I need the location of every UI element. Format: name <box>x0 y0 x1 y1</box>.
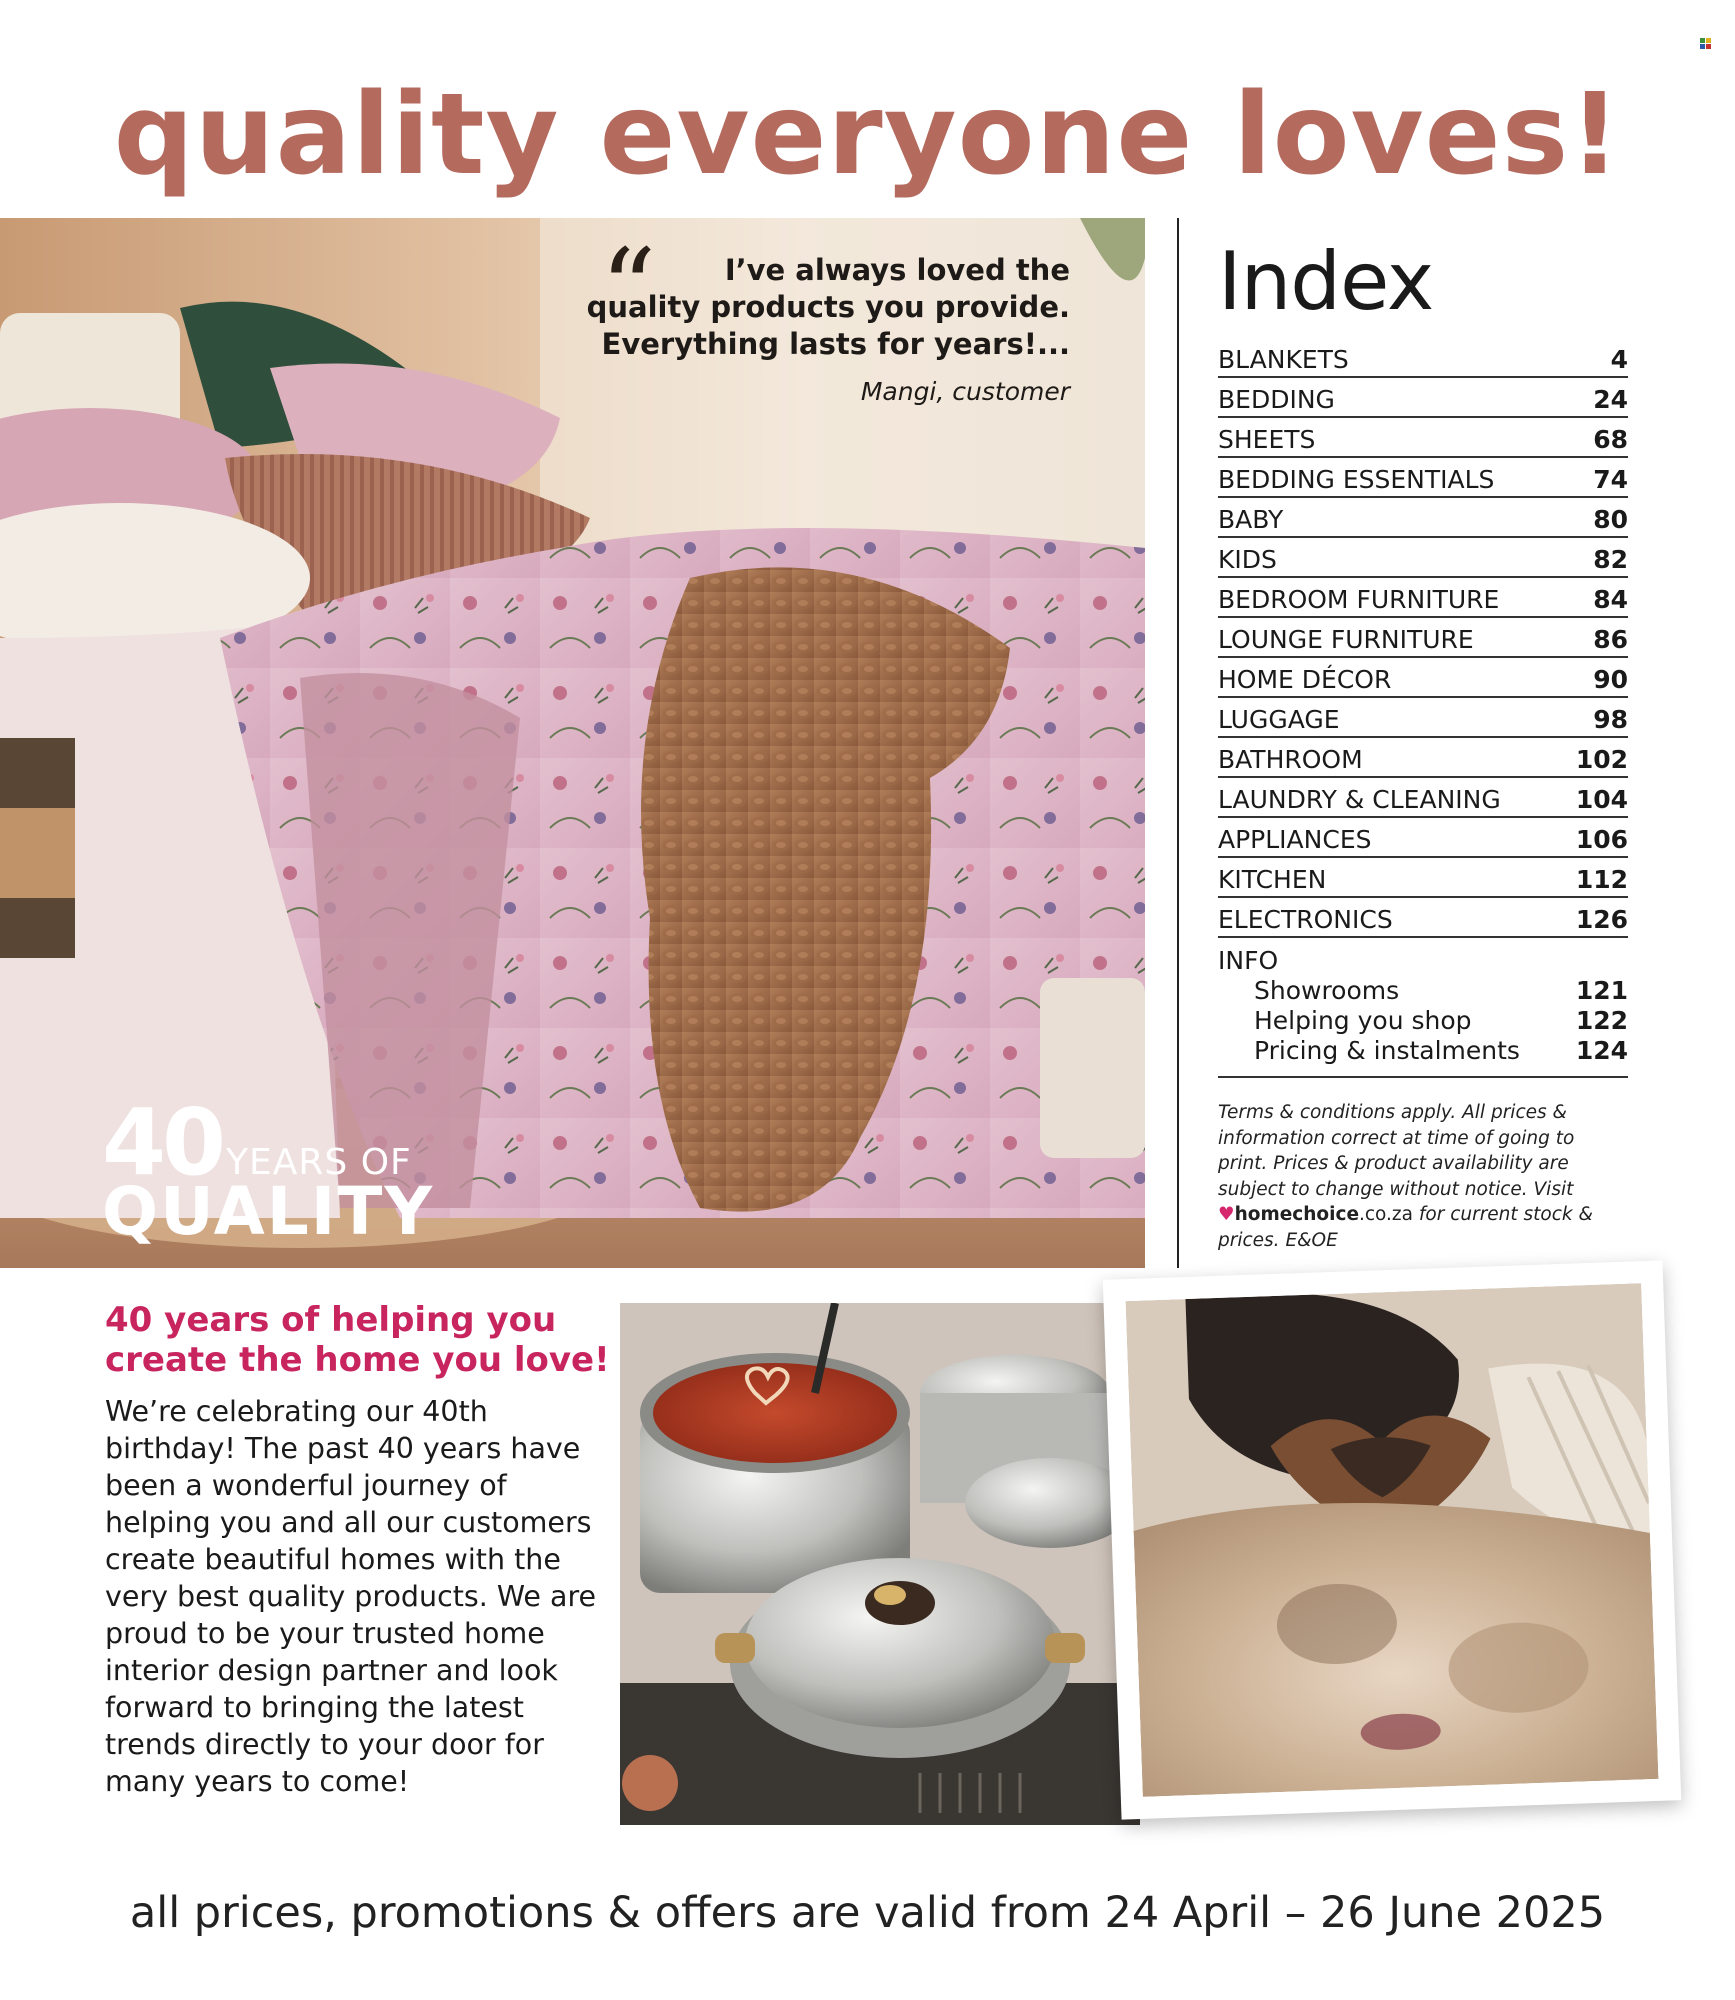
heart-hands-illustration <box>1126 1283 1659 1797</box>
info-page: 124 <box>1575 1036 1628 1065</box>
index-row <box>1218 618 1628 658</box>
quote-text <box>510 248 1070 363</box>
index-label: KITCHEN <box>1218 865 1327 894</box>
index-page: 4 <box>1610 345 1628 374</box>
info-page: 122 <box>1575 1006 1628 1035</box>
terms-text <box>1218 1100 1628 1253</box>
info-row <box>1218 1036 1628 1066</box>
quote-mark-icon: “ <box>600 225 657 353</box>
index-row <box>1218 698 1628 738</box>
index-page: 24 <box>1593 385 1628 414</box>
index-row <box>1218 498 1628 538</box>
index-title: Index <box>1218 235 1434 328</box>
homechoice-link[interactable] <box>1218 1204 1413 1225</box>
index-row <box>1218 778 1628 818</box>
info-row <box>1218 976 1628 1006</box>
index-row <box>1218 418 1628 458</box>
badge-small-text: YEARS OF <box>226 1142 412 1183</box>
story-heading <box>105 1300 625 1380</box>
index-row <box>1218 378 1628 418</box>
index-row <box>1218 538 1628 578</box>
info-page: 121 <box>1575 976 1628 1005</box>
index-row <box>1218 458 1628 498</box>
info-list <box>1218 976 1628 1066</box>
index-page: 102 <box>1575 745 1628 774</box>
index-row <box>1218 338 1628 378</box>
page-headline: quality everyone loves! <box>113 70 1622 200</box>
info-label: Pricing & instalments <box>1254 1036 1520 1065</box>
terms-part-2: for current stock & prices. E&OE <box>1218 1204 1593 1251</box>
index-page: 82 <box>1593 545 1628 574</box>
index-panel <box>1218 232 1628 1253</box>
index-label: BABY <box>1218 505 1284 534</box>
hero-bedroom-photo <box>0 218 1145 1268</box>
index-label: KIDS <box>1218 545 1277 574</box>
index-label: SHEETS <box>1218 425 1316 454</box>
index-label: BEDDING ESSENTIALS <box>1218 465 1495 494</box>
quote-line: I’ve always loved the <box>724 253 1070 287</box>
index-info-label: INFO <box>1218 946 1279 975</box>
index-label: APPLIANCES <box>1218 825 1372 854</box>
index-label: BEDROOM FURNITURE <box>1218 585 1500 614</box>
badge-number: 40 <box>102 1089 223 1196</box>
index-row <box>1218 578 1628 618</box>
quote-author: Mangi, customer <box>860 377 1070 406</box>
index-label: LOUNGE FURNITURE <box>1218 625 1474 654</box>
index-list <box>1218 338 1628 938</box>
index-row <box>1218 658 1628 698</box>
index-row <box>1218 898 1628 938</box>
index-divider <box>1177 218 1179 1268</box>
polaroid-frame <box>1103 1260 1682 1819</box>
story-body: We’re celebrating our 40th birthday! The past 40 years have been a wonderful journey of helping you and all our customers create beautiful homes with the very best quality products. We are proud to be your trusted home interior design partner and look forward to bringing the latest trends directly to your door for many years to come! <box>105 1395 597 1798</box>
index-row <box>1218 738 1628 778</box>
terms-part-1: Terms & conditions apply. All prices & information correct at time of going to print. Prices & product availability are subject to change without notice. Visit <box>1218 1102 1575 1200</box>
anniversary-badge <box>102 1089 435 1250</box>
index-page: 126 <box>1575 905 1628 934</box>
index-label: BATHROOM <box>1218 745 1363 774</box>
corner-mark-icon <box>1700 38 1712 50</box>
logo-name: homechoice <box>1234 1204 1359 1225</box>
index-label: LUGGAGE <box>1218 705 1340 734</box>
index-page: 68 <box>1593 425 1628 454</box>
index-page: 74 <box>1593 465 1628 494</box>
index-label: HOME DÉCOR <box>1218 665 1392 694</box>
validity-footer: all prices, promotions & offers are valid from 24 April – 26 June 2025 <box>129 1888 1606 1938</box>
quote-line: Everything lasts for years!... <box>601 327 1070 361</box>
index-page: 106 <box>1575 825 1628 854</box>
index-page: 104 <box>1575 785 1628 814</box>
quote-line: quality products you provide. <box>586 290 1070 324</box>
cookware-photo <box>620 1303 1140 1825</box>
index-page: 112 <box>1575 865 1628 894</box>
index-page: 86 <box>1593 625 1628 654</box>
logo-tld: .co.za <box>1359 1204 1413 1225</box>
badge-big-text: QUALITY <box>102 1173 435 1250</box>
info-label: Showrooms <box>1254 976 1400 1005</box>
index-row <box>1218 818 1628 858</box>
heart-hands-photo <box>1126 1283 1659 1797</box>
index-row <box>1218 858 1628 898</box>
heart-icon: ♥ <box>1218 1204 1235 1225</box>
index-page: 84 <box>1593 585 1628 614</box>
info-row <box>1218 1006 1628 1036</box>
index-label: BEDDING <box>1218 385 1335 414</box>
story-heading-line: 40 years of helping you <box>105 1300 557 1340</box>
customer-quote <box>510 225 1070 406</box>
index-page: 80 <box>1593 505 1628 534</box>
index-label: LAUNDRY & CLEANING <box>1218 785 1501 814</box>
index-label: ELECTRONICS <box>1218 905 1393 934</box>
info-label: Helping you shop <box>1254 1006 1472 1035</box>
index-page: 90 <box>1593 665 1628 694</box>
index-label: BLANKETS <box>1218 345 1349 374</box>
story-heading-line: create the home you love! <box>105 1340 610 1380</box>
index-page: 98 <box>1593 705 1628 734</box>
info-divider <box>1218 1076 1628 1078</box>
cookware-illustration <box>620 1303 1140 1825</box>
